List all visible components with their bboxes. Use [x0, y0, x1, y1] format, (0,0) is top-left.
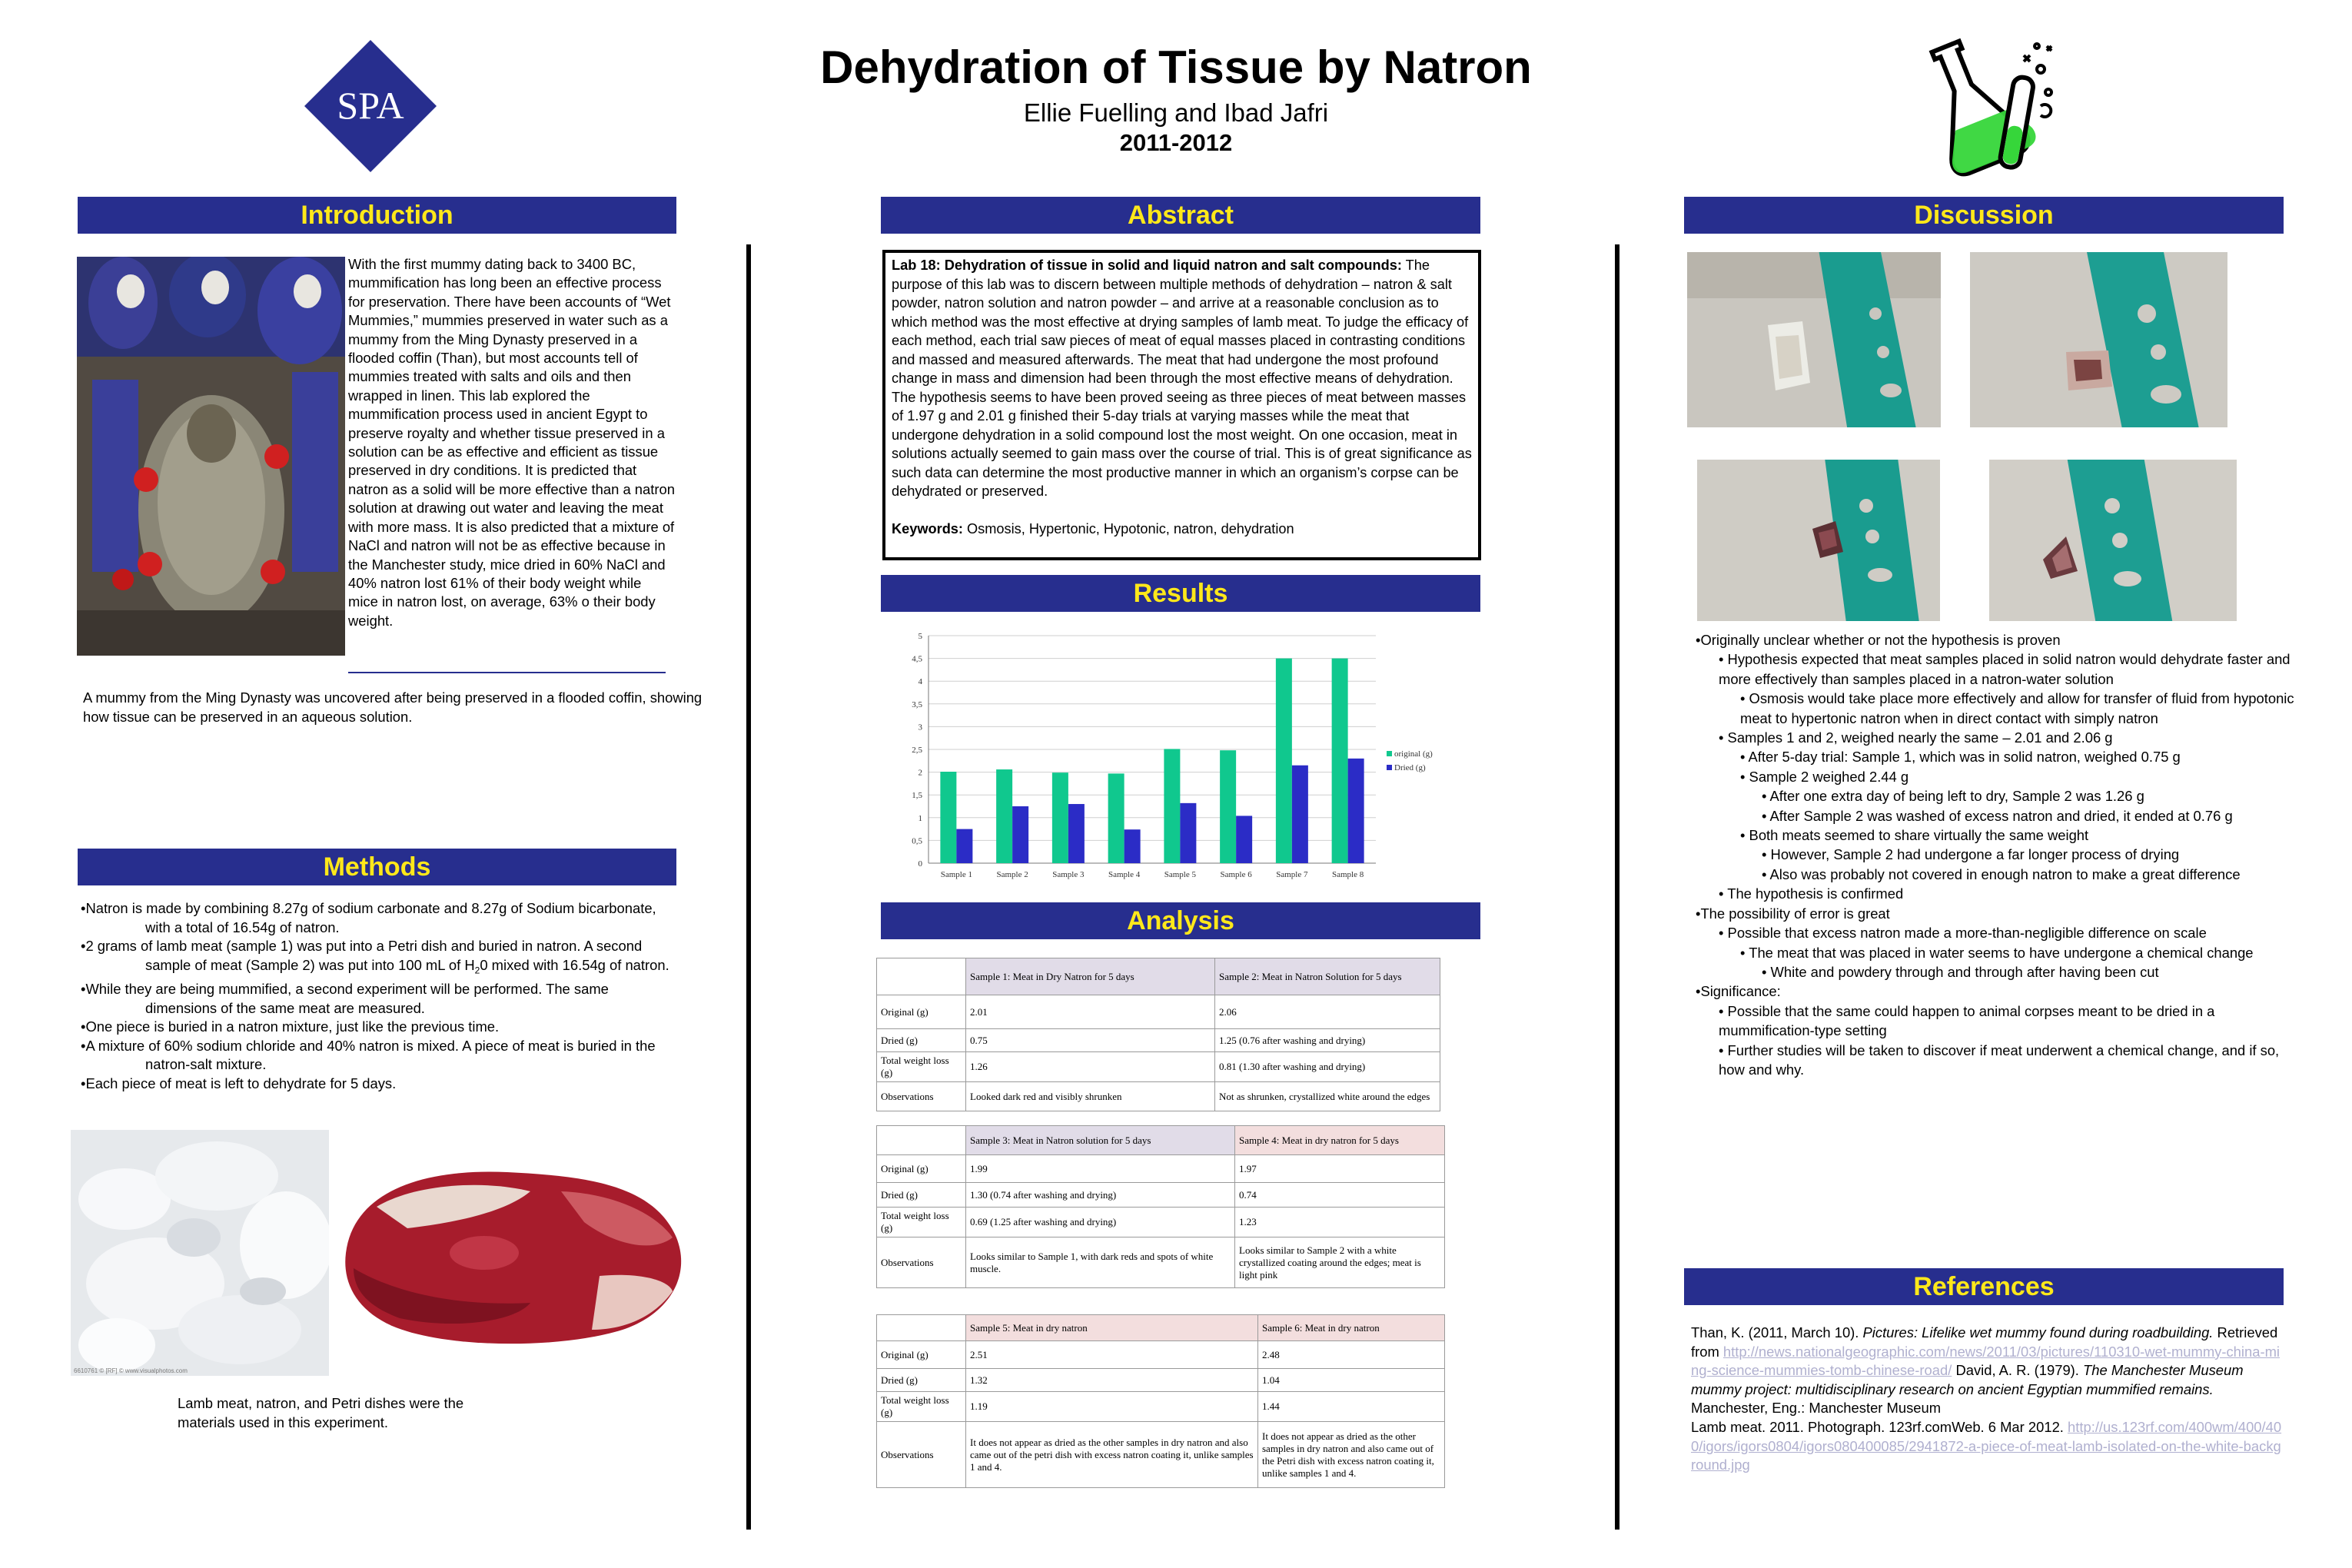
y-tick-label: 1,5: [912, 791, 922, 801]
discussion-item: • After 5-day trial: Sample 1, which was in solid natron, weighed 0.75 g: [1740, 749, 2181, 766]
column-divider-right: [1615, 244, 1619, 1530]
x-tick-label: Sample 6: [1220, 870, 1252, 879]
discussion-item: • Osmosis would take place more effectively and allow for transfer of fluid from hypotonic meat to hypertonic natron when in direct contact with simply natron: [1740, 690, 2294, 726]
bar-original: [940, 772, 956, 863]
references-text: [1691, 1324, 2283, 1475]
table-cell: 1.32: [966, 1369, 1258, 1392]
bar-original: [1164, 749, 1180, 863]
ref3: [1691, 1418, 2283, 1475]
natron-powder-photo: [71, 1130, 329, 1376]
abstract-keywords: Osmosis, Hypertonic, Hypotonic, natron, dehydration: [962, 520, 1294, 537]
table-cell: 1.99: [966, 1155, 1235, 1183]
sample-photo-1: [1687, 252, 1941, 427]
y-tick-label: 3,5: [912, 699, 922, 709]
table-cell: Not as shrunken, crystallized white around the edges: [1215, 1082, 1440, 1111]
table-cell: 0.69 (1.25 after washing and drying): [966, 1208, 1235, 1237]
sample-photo-3: [1697, 460, 1940, 621]
methods-list: [81, 899, 673, 1094]
row-label: Total weight loss (g): [877, 1208, 966, 1237]
table-cell: 1.04: [1258, 1369, 1445, 1392]
discussion-item: •The possibility of error is great: [1696, 905, 1890, 922]
ref1-title: Pictures: Lifelike wet mummy found during roadbuilding.: [1862, 1324, 2214, 1340]
table-corner: [877, 1315, 966, 1341]
table-cell: It does not appear as dried as the other samples in dry natron and also came out of the Petri dish with excess natron coating it, unlike samples 1 and 4.: [1258, 1422, 1445, 1488]
row-label: Observations: [877, 1237, 966, 1288]
row-label: Dried (g): [877, 1029, 966, 1052]
results-chart: [892, 626, 1491, 895]
ref3-text: Lamb meat. 2011. Photograph. 123rf.comWeb. 6 Mar 2012.: [1691, 1418, 2068, 1435]
table-cell: It does not appear as dried as the other samples in dry natron and also came out of the petri dish with excess natron coating it, unlike samples 1 and 4.: [966, 1422, 1258, 1488]
ref2-title: The Manchester Museum mummy project: multidisciplinary research on ancient Egyptian mummified remains.: [1691, 1362, 2244, 1397]
bar-dried: [1068, 804, 1085, 863]
bar-dried: [1236, 816, 1252, 863]
table-cell: 2.51: [966, 1341, 1258, 1369]
sample-photo-4: [1989, 460, 2237, 621]
row-label: Observations: [877, 1422, 966, 1488]
ref1-link[interactable]: http://news.nationalgeographic.com/news/2011/03/pictures/110310-wet-mummy-china-ming-science-mummies-tomb-chinese-road/: [1691, 1343, 2280, 1379]
bar-dried: [1180, 803, 1196, 863]
table-cell: 0.81 (1.30 after washing and drying): [1215, 1052, 1440, 1082]
poster-title: Dehydration of Tissue by Natron: [820, 42, 1532, 93]
legend-swatch: [1387, 765, 1392, 770]
table-cell: 1.30 (0.74 after washing and drying): [966, 1183, 1235, 1208]
abstract-body: The purpose of this lab was to discern between multiple methods of dehydration – natron & salt powder, natron solution and natron powder – and arrive at a reasonable conclusion as to which method was the most effective at drying samples of lamb meat. To judge the efficacy of each method, each trial saw pieces of meat of equal masses placed in contrasting conditions and massed and measured afterwards. The meat that had undergone the most profound change in mass and dimension had been through the most effective means of dehydration. The hypothesis seems to have been proved seeing as three pieces of meat between masses of 1.97 g and 2.01 g finished their 5-day trials at varying masses while the meat that undergone dehydration in a solid compound lost the most weight. On one occasion, meat in solutions actually seemed to gain mass over the course of trial. This is of great significance as such data can determine the most productive manner in which an organism’s corpse can be dehydrated or preserved.: [892, 257, 1472, 499]
logo-text: SPA: [337, 84, 404, 127]
bar-original: [1276, 659, 1292, 863]
table-cell: 2.48: [1258, 1341, 1445, 1369]
section-header-abstract: Abstract: [881, 197, 1480, 234]
section-header-references: References: [1684, 1268, 2284, 1305]
x-tick-label: Sample 8: [1332, 870, 1364, 879]
discussion-item: • Possible that excess natron made a more-than-negligible difference on scale: [1719, 925, 2207, 942]
year: 2011-2012: [1119, 129, 1233, 156]
table-header: Sample 6: Meat in dry natron: [1258, 1315, 1445, 1341]
y-tick-label: 4: [918, 677, 922, 687]
bar-original: [1332, 659, 1348, 863]
x-tick-label: Sample 3: [1052, 870, 1085, 879]
discussion-item: • The hypothesis is confirmed: [1719, 885, 1904, 902]
y-tick-label: 0: [918, 859, 922, 869]
table-cell: 2.01: [966, 995, 1215, 1029]
ming-mummy-photo: [77, 257, 345, 656]
methods-item-5: •A mixture of 60% sodium chloride and 40% natron is mixed. A piece of meat is buried in the natron-salt mixture.: [81, 1037, 656, 1073]
authors: Ellie Fuelling and Ibad Jafri: [1023, 98, 1329, 127]
ref2-text: David, A. R. (1979).: [1952, 1362, 2084, 1379]
introduction-caption: A mummy from the Ming Dynasty was uncovered after being preserved in a flooded coffin, showing how tissue can be preserved in an aqueous solution.: [83, 689, 703, 725]
table-header: Sample 4: Meat in dry natron for 5 days: [1235, 1126, 1445, 1155]
abstract-keywords-label: Keywords:: [892, 520, 963, 537]
analysis-table-1: [876, 958, 1440, 1111]
row-label: Observations: [877, 1082, 966, 1111]
y-tick-label: 4,5: [912, 654, 922, 664]
discussion-item: • Further studies will be taken to discover if meat underwent a chemical change, and if so, how and why.: [1719, 1041, 2280, 1078]
bar-original: [1220, 750, 1236, 863]
y-tick-label: 1: [918, 813, 922, 823]
bar-dried: [1292, 766, 1308, 863]
row-label: Total weight loss (g): [877, 1052, 966, 1082]
bar-original: [1052, 772, 1068, 863]
discussion-item: • After one extra day of being left to dry, Sample 2 was 1.26 g: [1762, 788, 2144, 805]
section-header-results: Results: [881, 575, 1480, 612]
abstract-lab-title: Lab 18: Dehydration of tissue in solid and liquid natron and salt compounds:: [892, 257, 1402, 273]
analysis-table-3: [876, 1314, 1445, 1488]
discussion-list: [1696, 630, 2295, 1079]
bar-dried: [1348, 759, 1364, 863]
abstract-box: [882, 250, 1481, 560]
chemistry-flask-icon: [1925, 32, 2064, 178]
y-tick-label: 3: [918, 723, 922, 733]
discussion-item: •Significance:: [1696, 983, 1781, 1000]
analysis-table-2: [876, 1125, 1445, 1288]
bar-dried: [1125, 829, 1141, 863]
row-label: Dried (g): [877, 1183, 966, 1208]
table-header: Sample 2: Meat in Natron Solution for 5 days: [1215, 958, 1440, 995]
y-tick-label: 0,5: [912, 836, 922, 846]
table-cell: Looks similar to Sample 2 with a white crystallized coating around the edges; meat is light pink: [1235, 1237, 1445, 1288]
discussion-item: • The meat that was placed in water seems to have undergone a chemical change: [1740, 944, 2254, 961]
y-tick-label: 2,5: [912, 746, 922, 755]
table-cell: 1.44: [1258, 1392, 1445, 1422]
spa-logo: [301, 37, 440, 175]
table-cell: 1.97: [1235, 1155, 1445, 1183]
discussion-item: • Both meats seemed to share virtually the same weight: [1740, 827, 2089, 844]
ref1-retrieved: Retrieved from: [1691, 1324, 2278, 1360]
ref3-link[interactable]: http://us.123rf.com/400wm/400/400/igors/igors0804/igors080400085/2941872-a-piece-of-meat-lamb-isolated-on-the-white-background.jpg: [1691, 1418, 2282, 1473]
table-cell: Looks similar to Sample 1, with dark reds and spots of white muscle.: [966, 1237, 1235, 1288]
column-divider-left: [746, 244, 751, 1530]
row-label: Dried (g): [877, 1369, 966, 1392]
bar-original: [996, 769, 1012, 863]
ref2-rest: Manchester, Eng.: Manchester Museum: [1691, 1400, 1942, 1417]
table-cell: Looked dark red and visibly shrunken: [966, 1082, 1215, 1111]
row-label: Total weight loss (g): [877, 1392, 966, 1422]
discussion-item: • Also was probably not covered in enough natron to make a great difference: [1762, 865, 2241, 882]
sample-photo-2: [1970, 252, 2227, 427]
section-header-discussion: Discussion: [1684, 197, 2284, 234]
x-tick-label: Sample 7: [1276, 870, 1308, 879]
bar-dried: [956, 829, 972, 863]
methods-item-4: •One piece is buried in a natron mixture, just like the previous time.: [81, 1018, 500, 1035]
x-tick-label: Sample 1: [940, 870, 972, 879]
x-tick-label: Sample 4: [1108, 870, 1141, 879]
table-cell: 0.75: [966, 1029, 1215, 1052]
section-header-introduction: Introduction: [78, 197, 676, 234]
ref1-text: Than, K. (2011, March 10).: [1691, 1324, 1863, 1340]
x-tick-label: Sample 2: [996, 870, 1028, 879]
discussion-item: • White and powdery through and through after having been cut: [1762, 963, 2159, 980]
legend-label: Dried (g): [1394, 763, 1426, 772]
table-header: Sample 1: Meat in Dry Natron for 5 days: [966, 958, 1215, 995]
x-tick-label: Sample 5: [1164, 870, 1196, 879]
row-label: Original (g): [877, 1155, 966, 1183]
discussion-item: • Samples 1 and 2, weighed nearly the same – 2.01 and 2.06 g: [1719, 729, 2113, 746]
photo-watermark: 6610761 © [RF] © www.visualphotos.com: [74, 1367, 188, 1374]
section-header-analysis: Analysis: [881, 902, 1480, 939]
introduction-text: With the first mummy dating back to 3400 BC, mummification has long been an effective process for preservation. There have been accounts of “Wet Mummies,” mummies preserved in water such as a mummy from the Ming Dynasty preserved in a flooded coffin (Than), but most accounts tell of mummies treated with salts and oils and then wrapped in linen. This lab explored the mummification process used in ancient Egypt to preserve royalty and whether tissue preserved in a solution can be as effective and efficient as tissue preserved in dry conditions. It is predicted that natron as a solid will be more effective than a natron solution at drawing out water and leaving the meat with more mass. It is also predicted that a mixture of NaCl and natron will not be as effective because in the Manchester study, mice dried in 60% NaCl and 40% natron lost 61% of their body weight while mice in natron lost, on average, 63% o their body weight.: [348, 256, 675, 629]
table-cell: 1.26: [966, 1052, 1215, 1082]
methods-item-1: •Natron is made by combining 8.27g of sodium carbonate and 8.27g of Sodium bicarbonate, with a total of 16.54g of natron.: [81, 900, 656, 935]
table-cell: 1.23: [1235, 1208, 1445, 1237]
discussion-item: • After Sample 2 was washed of excess natron and dried, it ended at 0.76 g: [1762, 807, 2233, 824]
section-header-methods: Methods: [78, 849, 676, 885]
table-corner: [877, 958, 966, 995]
discussion-item: • Possible that the same could happen to animal corpses meant to be dried in a mummification-type setting: [1719, 1002, 2215, 1039]
discussion-item: • Hypothesis expected that meat samples placed in solid natron would dehydrate faster and more effectively than samples placed in a natron-water solution: [1719, 651, 2291, 687]
y-tick-label: 2: [918, 768, 922, 778]
table-cell: 1.25 (0.76 after washing and drying): [1215, 1029, 1440, 1052]
methods-caption: Lamb meat, natron, and Petri dishes were the materials used in this experiment.: [178, 1395, 464, 1430]
row-label: Original (g): [877, 995, 966, 1029]
methods-item-3: •While they are being mummified, a second experiment will be performed. The same dimensions of the same meat are measured.: [81, 981, 609, 1016]
methods-item-6: •Each piece of meat is left to dehydrate for 5 days.: [81, 1075, 397, 1092]
bar-original: [1108, 773, 1125, 863]
table-corner: [877, 1126, 966, 1155]
table-cell: 0.74: [1235, 1183, 1445, 1208]
legend-label: original (g): [1394, 749, 1433, 759]
bar-dried: [1012, 806, 1028, 863]
table-header: Sample 3: Meat in Natron solution for 5 days: [966, 1126, 1235, 1155]
table-cell: 1.19: [966, 1392, 1258, 1422]
lamb-meat-photo: [331, 1138, 696, 1360]
table-header: Sample 5: Meat in dry natron: [966, 1315, 1258, 1341]
methods-item-2: •2 grams of lamb meat (sample 1) was put into a Petri dish and buried in natron. A second sample of meat (Sample 2) was put into 100 mL of $H_20$ mixed with 16.54g of natron.: [81, 938, 669, 976]
row-label: Original (g): [877, 1341, 966, 1369]
legend-swatch: [1387, 751, 1392, 756]
introduction-divider: [348, 672, 666, 673]
y-tick-label: 5: [918, 632, 922, 641]
table-cell: 2.06: [1215, 995, 1440, 1029]
discussion-item: • However, Sample 2 had undergone a far longer process of drying: [1762, 846, 2180, 863]
discussion-item: • Sample 2 weighed 2.44 g: [1740, 768, 1909, 785]
discussion-item: •Originally unclear whether or not the hypothesis is proven: [1696, 632, 2061, 648]
